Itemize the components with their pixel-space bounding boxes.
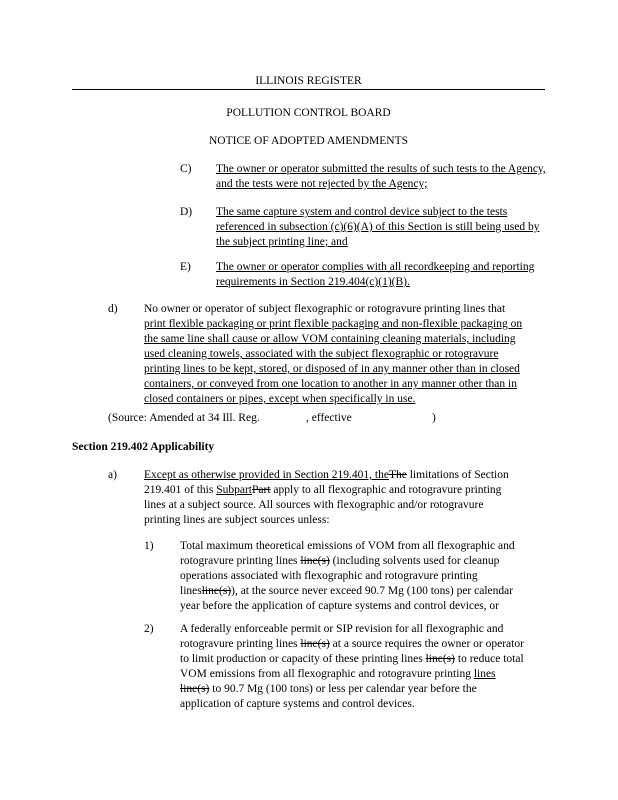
para-a-line-1 (144, 468, 544, 483)
source-note-c: ) (432, 412, 436, 424)
item-2-l5-b: to 90.7 Mg (100 tons) or less per calendar year before the (209, 683, 477, 695)
item-2-l5-del: line(s) (180, 683, 210, 695)
item-c-text: The owner or operator submitted the results of such tests to the Agency, and the tests were not rejected by the Agency; (216, 163, 546, 190)
item-2-label: 2) (144, 623, 154, 635)
item-e-label: E) (180, 261, 191, 273)
item-1-line-4 (180, 584, 546, 599)
item-1-l4-a: lines (180, 585, 202, 597)
para-a-l2-rest: apply to all flexographic and rotogravure printing (270, 484, 502, 496)
item-2-l2-a: rotogravure printing lines (180, 638, 301, 650)
item-2-l4-a: VOM emissions from all flexographic and rotogravure printing (180, 668, 474, 680)
para-a-l1-rest: limitations of Section (406, 469, 509, 481)
para-a-l2-a: 219.401 of this (144, 484, 217, 496)
para-d-line-6: containers, or conveyed from one location to another in any manner other than in (144, 378, 517, 390)
para-d-line-3: the same line shall cause or allow VOM containing cleaning materials, including (144, 333, 516, 345)
para-d-line-5: printing lines to be kept, stored, or disposed of in any manner other than in closed (144, 363, 520, 375)
para-a-l1-ins: Except as otherwise provided in Section 219.401, the (144, 469, 389, 481)
item-d-label: D) (180, 206, 193, 218)
item-1-l2-b: (including solvents used for cleanup (329, 555, 500, 567)
para-a-l2-ins: Subpart (216, 484, 252, 496)
item-2 (180, 622, 546, 712)
item-2-line-6: application of capture systems and control devices. (180, 698, 415, 710)
para-a-line-4: printing lines are subject sources unless: (144, 514, 330, 526)
board-title: POLLUTION CONTROL BOARD (226, 107, 391, 119)
item-d-text: The same capture system and control device subject to the tests referenced in subsection (c)(6)(A) of this Section is still being used by the subject printing line; and (216, 206, 540, 248)
register-title: ILLINOIS REGISTER (255, 75, 362, 87)
item-2-l3-b: to reduce total (455, 653, 524, 665)
item-1-line-2 (180, 554, 546, 569)
para-d (144, 302, 544, 407)
section-title: Section 219.402 Applicability (72, 441, 215, 453)
para-a-l2-del: Part (251, 484, 271, 496)
item-1-l2-del: line(s) (300, 555, 330, 567)
item-2-l2-b: at a source requires the owner or operator (329, 638, 524, 650)
item-2-l3-a: to limit production or capacity of these printing lines (180, 653, 426, 665)
para-d-line-7: closed containers or pipes, except when specifically in use. (144, 393, 416, 405)
item-2-l4-ins: lines (473, 668, 496, 680)
item-1-line-1: Total maximum theoretical emissions of VOM from all flexographic and (180, 540, 515, 552)
item-e-text: The owner or operator complies with all recordkeeping and reporting requirements in Section 219.404(c)(1)(B). (216, 261, 535, 288)
item-1-line-3: operations associated with flexographic and rotogravure printing (180, 570, 478, 582)
para-a-label: a) (108, 469, 117, 481)
item-2-line-4 (180, 667, 546, 682)
item-2-l3-del: line(s) (425, 653, 455, 665)
para-a-line-2 (144, 483, 544, 498)
item-2-line-2 (180, 637, 546, 652)
para-a-line-3: lines at a subject source. All sources with flexographic and/or rotogravure (144, 499, 484, 511)
item-2-line-5 (180, 682, 546, 697)
item-1-l4-b: ), at the source never exceed 90.7 Mg (100 tons) per calendar (231, 585, 514, 597)
header-rule (72, 89, 545, 90)
para-d-line-4: used cleaning towels, associated with the subject flexographic or rotogravure (144, 348, 499, 360)
item-2-line-1: A federally enforceable permit or SIP revision for all flexographic and (180, 623, 504, 635)
source-note-a: (Source: Amended at 34 Ill. Reg. (108, 412, 260, 424)
notice-title: NOTICE OF ADOPTED AMENDMENTS (208, 135, 409, 147)
para-d-line-2: print flexible packaging or print flexible packaging and non-flexible packaging on (144, 318, 523, 330)
para-a-l1-del: The (388, 469, 407, 481)
item-1-label: 1) (144, 540, 154, 552)
item-1-line-5: year before the application of capture systems and control devices, or (180, 600, 500, 612)
para-d-label: d) (108, 303, 118, 315)
item-2-line-3 (180, 652, 546, 667)
item-1 (180, 539, 546, 614)
source-note-b: , effective (306, 412, 352, 424)
para-d-line-1: No owner or operator of subject flexographic or rotogravure printing lines that (144, 303, 506, 315)
item-1-l4-del: line(s) (201, 585, 232, 597)
item-1-l2-a: rotogravure printing lines (180, 555, 301, 567)
item-2-l2-del: line(s) (300, 638, 330, 650)
para-a (144, 468, 544, 528)
item-c-label: C) (180, 163, 192, 175)
